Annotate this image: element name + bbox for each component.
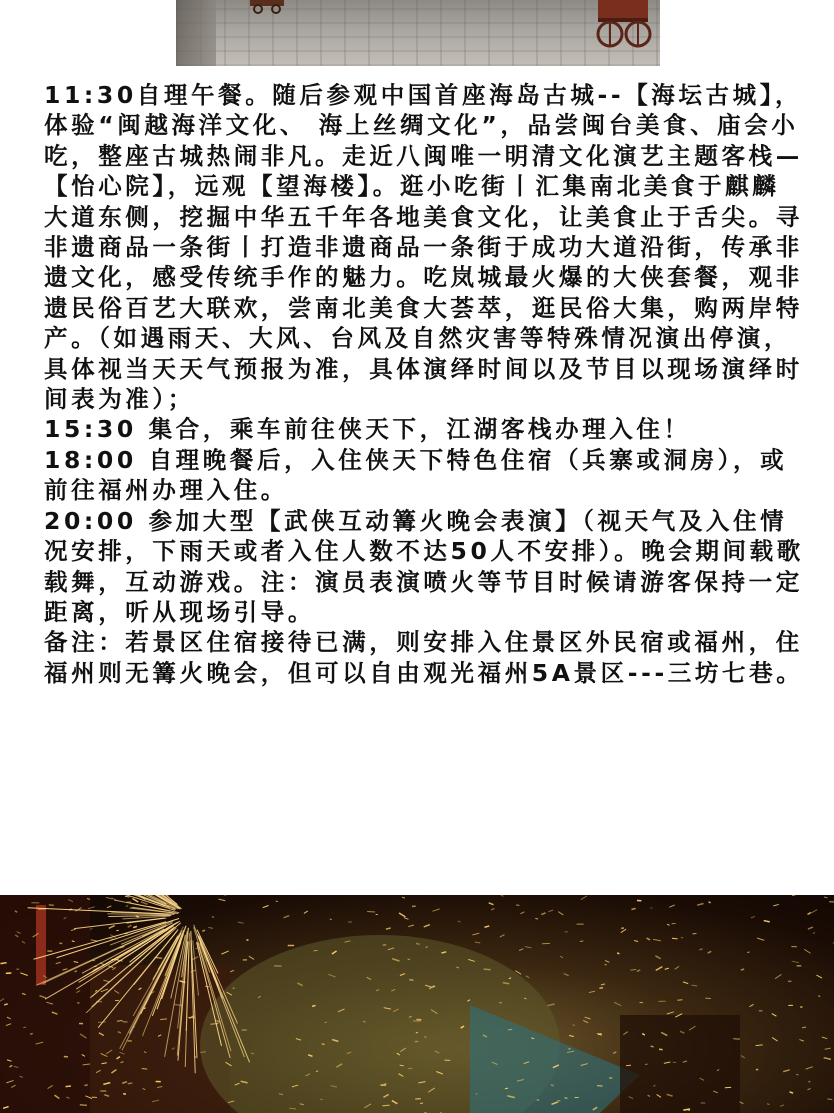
spark [630, 969, 636, 970]
spark [780, 1105, 784, 1107]
spark [585, 1017, 591, 1019]
spark [525, 947, 532, 948]
spark [564, 974, 569, 976]
spark [601, 984, 605, 985]
spark [647, 938, 650, 940]
spark [210, 1024, 218, 1025]
spark [824, 897, 827, 898]
spark [123, 1094, 126, 1095]
spark [767, 1104, 769, 1105]
spark [475, 942, 480, 943]
spark [484, 969, 491, 970]
spark [617, 953, 619, 954]
spark [747, 952, 749, 953]
spark [789, 1092, 793, 1093]
spark [741, 969, 744, 970]
spark [526, 976, 529, 978]
spark [709, 902, 711, 903]
spark [822, 1037, 827, 1039]
spark [284, 916, 290, 918]
spark [424, 925, 430, 927]
spark [672, 938, 678, 939]
spark [811, 910, 817, 913]
spark [91, 940, 97, 941]
spark [200, 1052, 206, 1053]
cart-right-icon [594, 0, 654, 50]
paragraph-remark: 备注：若景区住宿接待已满，则安排入住景区外民宿或福州，住福州则无篝火晚会，但可以自由观光福州5A景区---三坊七巷。 [44, 628, 804, 687]
spark [560, 956, 563, 958]
spark [314, 950, 318, 951]
spark [665, 968, 669, 969]
spark [133, 926, 137, 927]
spark [30, 1033, 33, 1034]
paragraph-1800: 18:00 自理晚餐后，入住侠天下特色住宿（兵寨或洞房），或前往福州办理入住。 [44, 445, 788, 505]
spark [749, 1004, 753, 1006]
cart-left-icon [248, 0, 288, 14]
walkway-photo [176, 0, 660, 66]
spark [813, 932, 815, 934]
sparks-scene [0, 895, 834, 1113]
paragraph-1530: 15:30 集合，乘车前往侠天下，江湖客栈办理入住！ [44, 415, 691, 444]
spark [0, 963, 6, 964]
spark [505, 1088, 508, 1089]
spark [324, 1022, 327, 1023]
spark [775, 974, 781, 978]
spark [484, 926, 489, 927]
spark [824, 1058, 831, 1060]
spark [669, 905, 675, 907]
spark [128, 1083, 133, 1084]
spark [697, 904, 703, 906]
spark [792, 961, 799, 962]
spark [212, 917, 214, 918]
spark [605, 961, 609, 963]
spark [489, 903, 494, 905]
spark [751, 916, 755, 917]
spark [799, 1040, 804, 1042]
spark [330, 919, 332, 920]
spark [614, 1002, 621, 1005]
spark [404, 918, 409, 920]
spark [432, 909, 439, 911]
spark [84, 1085, 87, 1086]
itinerary-text [44, 80, 804, 688]
spark [221, 951, 228, 954]
spark [809, 1081, 811, 1082]
spark [249, 956, 254, 959]
spark [581, 896, 587, 900]
spark [655, 956, 660, 959]
spark [202, 930, 205, 931]
spark [825, 1048, 831, 1049]
spark [573, 1025, 575, 1026]
spark [708, 951, 712, 953]
spark [764, 921, 770, 922]
spark [631, 908, 635, 909]
paragraph-noon: 11:30自理午餐。随后参观中国首座海岛古城--【海坛古城】，体验“闽越海洋文化、 海上丝绸文化”，品尝闽台美食、庙会小吃，整座古城热闹非凡。走近八闽唯一明清文化演艺主题客栈—【怡心院】，远观【望海楼】。逛小吃街丨汇集南北美食于麒麟大道东侧，挖掘中华五千年各地美食文化，让美食止于舌尖。寻非遗商品一条街丨打造非遗商品一条街于成功大道沿街，传承非遗文化，感受传统手作的魅力。吃岚城最火爆的大侠套餐，观非遗民俗百艺大联欢，尝南北美食大荟萃，逛民俗大集，购两岸特产。（如遇雨天、大风、台风及自然灾害等特殊情况演出停演，具体视当天天气预报为准，具体演绎时间以及节目以现场演绎时间表为准）； [44, 81, 803, 414]
spark [409, 980, 413, 981]
paragraph-2000: 20:00 参加大型【武侠互动篝火晚会表演】（视天气及入住情况安排，下雨天或者入住人数不达50人不安排）。晚会期间载歌载舞，互动游戏。注：演员表演喷火等节目时候请游客保持一定距离，听从现场引导。 [44, 506, 804, 626]
roadside-trees [176, 0, 216, 66]
spark [230, 970, 234, 972]
spark [772, 1037, 777, 1041]
spark [656, 967, 663, 971]
spark [808, 927, 813, 929]
right-structure [620, 1015, 740, 1113]
spark [583, 1020, 588, 1022]
spark [667, 1012, 674, 1014]
spark [807, 1088, 810, 1089]
spark [589, 991, 595, 992]
spark [548, 910, 553, 912]
spark [519, 949, 523, 951]
spark [386, 928, 391, 929]
spark [634, 941, 638, 942]
spark [802, 1027, 806, 1028]
spark [66, 1086, 72, 1087]
spark [107, 906, 111, 908]
spark [408, 925, 414, 927]
spark [773, 904, 779, 905]
spark [491, 909, 494, 910]
spark [741, 1056, 745, 1058]
spark [399, 913, 405, 917]
spark [458, 921, 461, 922]
spark [132, 899, 138, 902]
spark [472, 933, 479, 935]
red-pole [36, 905, 46, 985]
spark [568, 1049, 570, 1050]
spark [263, 906, 269, 908]
spark [4, 1004, 8, 1005]
spark [740, 1102, 744, 1104]
spark [757, 938, 764, 940]
spark [141, 902, 148, 905]
spark [322, 1044, 325, 1045]
spark [691, 985, 697, 986]
spark [126, 905, 128, 906]
spark [160, 1019, 167, 1020]
spark [558, 1100, 561, 1101]
spark [756, 1045, 763, 1046]
spark [128, 925, 132, 927]
spark [651, 1046, 654, 1047]
spark [613, 1052, 616, 1054]
spark [808, 913, 811, 915]
spark [520, 912, 524, 914]
spark [541, 913, 545, 915]
spark [675, 966, 679, 969]
spark [416, 943, 419, 944]
spark [367, 911, 375, 912]
spark [569, 1036, 574, 1037]
spark [142, 1069, 147, 1070]
spark [683, 982, 688, 984]
spark [276, 901, 278, 902]
spark [402, 897, 405, 898]
spark [816, 975, 822, 978]
spark [208, 927, 213, 928]
spark [312, 1005, 315, 1006]
spark [501, 895, 504, 896]
spark [547, 1004, 554, 1006]
spark [90, 928, 93, 929]
spark [565, 1098, 568, 1099]
spark [304, 911, 308, 913]
spark [75, 971, 77, 972]
spark [80, 1105, 87, 1106]
spark [535, 918, 538, 919]
spark [804, 949, 810, 953]
spark [500, 935, 505, 938]
spark [667, 924, 669, 925]
spark [637, 970, 640, 972]
spark [650, 908, 652, 909]
spark [109, 926, 115, 929]
spark [699, 949, 702, 950]
burst-ray [194, 925, 208, 962]
spark [420, 1103, 423, 1104]
spark [621, 929, 626, 932]
spark [827, 1099, 832, 1100]
spark [580, 941, 583, 942]
spark [558, 912, 563, 915]
spark [796, 1074, 798, 1075]
fire-show-photo [0, 895, 834, 1113]
spark [125, 896, 130, 897]
spark [653, 939, 661, 940]
spark [681, 937, 683, 938]
spark [818, 996, 820, 997]
spark [238, 922, 244, 923]
spark [783, 1070, 789, 1072]
spark [772, 1014, 777, 1017]
spark [219, 899, 226, 901]
spark [806, 1067, 813, 1069]
